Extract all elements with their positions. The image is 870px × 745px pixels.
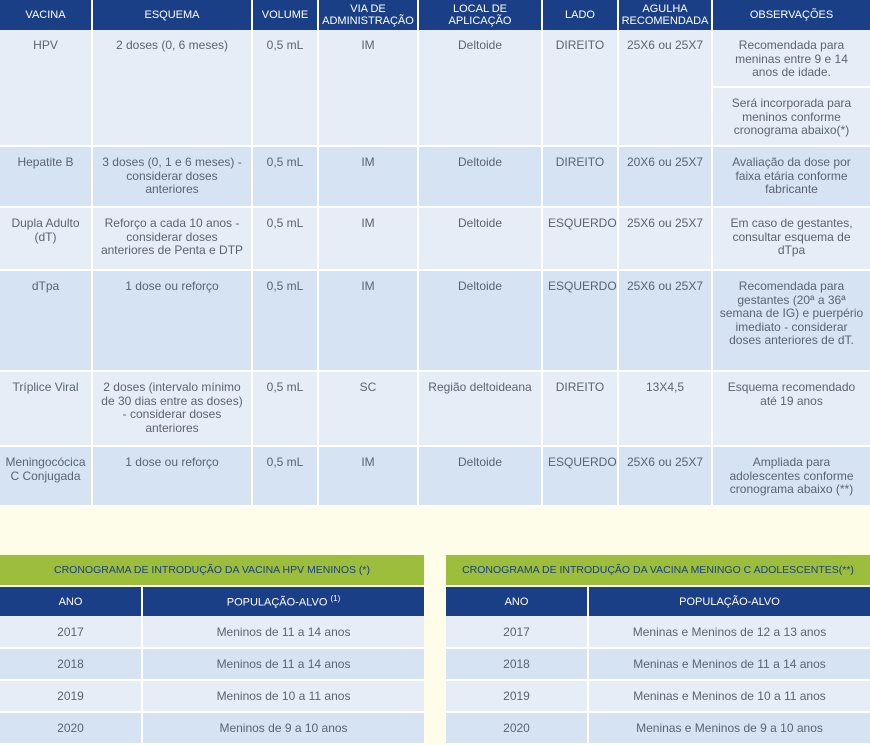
table-row-hpv — [0, 30, 870, 146]
cell-vacina: Hepatite B — [0, 146, 92, 207]
cell-esquema: 2 doses (0, 6 meses) — [92, 30, 252, 146]
cell-via: IM — [318, 446, 418, 506]
cell-populacao: Meninos de 11 a 14 anos — [142, 616, 424, 648]
cell-ano: 2018 — [446, 648, 588, 680]
cell-esquema: 1 dose ou reforço — [92, 270, 252, 371]
cell-populacao: Meninos de 9 a 10 anos — [142, 712, 424, 744]
cell-via: IM — [318, 207, 418, 270]
cell-ano: 2020 — [0, 712, 142, 744]
cell-esquema: 2 doses (intervalo mínimo de 30 dias entre as doses) - considerar doses anteriores — [92, 371, 252, 446]
cell-observacoes: Esquema recomendado até 19 anos — [712, 371, 870, 446]
cell-via: IM — [318, 270, 418, 371]
hpv-schedule-title: CRONOGRAMA DE INTRODUÇÃO DA VACINA HPV MENINOS (*) — [0, 555, 424, 585]
cell-esquema: 3 doses (0, 1 e 6 meses) - considerar doses anteriores — [92, 146, 252, 207]
header-populacao-alvo — [142, 587, 424, 616]
table-row — [0, 648, 424, 680]
hpv-schedule-table — [0, 587, 424, 745]
header-lado: LADO — [542, 0, 618, 30]
cell-populacao: Meninos de 11 a 14 anos — [142, 648, 424, 680]
cell-vacina: Dupla Adulto (dT) — [0, 207, 92, 270]
cell-lado: DIREITO — [542, 146, 618, 207]
header-local: LOCAL DE APLICAÇÃO — [418, 0, 542, 30]
cell-volume: 0,5 mL — [252, 207, 318, 270]
cell-via: IM — [318, 30, 418, 146]
observacao-meninos: Será incorporada para meninos conforme cronograma abaixo(*) — [713, 86, 870, 144]
observacao-meninas: Recomendada para meninas entre 9 e 14 anos de idade. — [735, 38, 848, 79]
table-row-triplice-viral — [0, 371, 870, 446]
cell-vacina: HPV — [0, 30, 92, 146]
cell-local: Deltoide — [418, 446, 542, 506]
cell-ano: 2017 — [0, 616, 142, 648]
header-volume: VOLUME — [252, 0, 318, 30]
cell-via: IM — [318, 146, 418, 207]
header-agulha: AGULHA RECOMENDADA — [618, 0, 712, 30]
meningo-schedule-table — [446, 587, 870, 745]
cell-vacina: dTpa — [0, 270, 92, 371]
header-ano: ANO — [446, 587, 588, 616]
cell-ano: 2017 — [446, 616, 588, 648]
vaccine-table-header — [0, 0, 870, 30]
hpv-schedule — [0, 555, 424, 745]
cell-populacao: Meninas e Meninos de 12 a 13 anos — [588, 616, 870, 648]
table-row-dupla-adulto — [0, 207, 870, 270]
cell-lado: ESQUERDO — [542, 270, 618, 371]
header-populacao-label: POPULAÇÃO-ALVO — [226, 596, 328, 609]
table-row — [0, 712, 424, 744]
table-row — [446, 712, 870, 744]
cell-observacoes — [712, 30, 870, 146]
cell-local: Deltoide — [418, 207, 542, 270]
cell-volume: 0,5 mL — [252, 30, 318, 146]
footnote-marker: (1) — [330, 594, 341, 604]
cell-observacoes: Ampliada para adolescentes conforme cronograma abaixo (**) — [712, 446, 870, 506]
table-row — [0, 616, 424, 648]
cell-local: Região deltoideana — [418, 371, 542, 446]
cell-agulha: 25X6 ou 25X7 — [618, 446, 712, 506]
cell-lado: ESQUERDO — [542, 446, 618, 506]
cell-lado: DIREITO — [542, 30, 618, 146]
cell-populacao: Meninos de 10 a 11 anos — [142, 680, 424, 712]
cell-volume: 0,5 mL — [252, 446, 318, 506]
cell-agulha: 25X6 ou 25X7 — [618, 207, 712, 270]
cell-ano: 2019 — [0, 680, 142, 712]
cell-local: Deltoide — [418, 270, 542, 371]
cell-agulha: 13X4,5 — [618, 371, 712, 446]
cell-volume: 0,5 mL — [252, 146, 318, 207]
cell-agulha: 25X6 ou 25X7 — [618, 30, 712, 146]
cell-volume: 0,5 mL — [252, 270, 318, 371]
table-row — [446, 648, 870, 680]
cell-agulha: 25X6 ou 25X7 — [618, 270, 712, 371]
cell-ano: 2020 — [446, 712, 588, 744]
cell-observacoes: Em caso de gestantes, consultar esquema de dTpa — [712, 207, 870, 270]
cell-populacao: Meninas e Meninos de 9 a 10 anos — [588, 712, 870, 744]
header-esquema: ESQUEMA — [92, 0, 252, 30]
cell-lado: DIREITO — [542, 371, 618, 446]
header-via: VIA DE ADMINISTRAÇÃO — [318, 0, 418, 30]
table-row — [0, 680, 424, 712]
cell-agulha: 20X6 ou 25X7 — [618, 146, 712, 207]
meningo-schedule-title: CRONOGRAMA DE INTRODUÇÃO DA VACINA MENINGO C ADOLESCENTES(**) — [446, 555, 870, 585]
cell-local: Deltoide — [418, 146, 542, 207]
cell-lado: ESQUERDO — [542, 207, 618, 270]
hpv-schedule-header — [0, 587, 424, 616]
cell-populacao: Meninas e Meninos de 11 a 14 anos — [588, 648, 870, 680]
cell-volume: 0,5 mL — [252, 371, 318, 446]
cell-ano: 2018 — [0, 648, 142, 680]
header-observacoes: OBSERVAÇÕES — [712, 0, 870, 30]
cell-vacina: Tríplice Viral — [0, 371, 92, 446]
header-vacina: VACINA — [0, 0, 92, 30]
cell-esquema: 1 dose ou reforço — [92, 446, 252, 506]
cell-local: Deltoide — [418, 30, 542, 146]
header-ano: ANO — [0, 587, 142, 616]
cell-via: SC — [318, 371, 418, 446]
cell-observacoes: Avaliação da dose por faixa etária conforme fabricante — [712, 146, 870, 207]
cell-vacina: Meningocócica C Conjugada — [0, 446, 92, 506]
cell-ano: 2019 — [446, 680, 588, 712]
table-row-hepatite-b — [0, 146, 870, 207]
meningo-schedule-header — [446, 587, 870, 616]
table-row — [446, 616, 870, 648]
cell-populacao: Meninas e Meninos de 10 a 11 anos — [588, 680, 870, 712]
cell-esquema: Reforço a cada 10 anos - considerar doses anteriores de Penta e DTP — [92, 207, 252, 270]
header-populacao-alvo: POPULAÇÃO-ALVO — [588, 587, 870, 616]
cell-observacoes: Recomendada para gestantes (20ª a 36ª semana de IG) e puerpério imediato - considerar doses anteriores de dT. — [712, 270, 870, 371]
table-row-meningococica — [0, 446, 870, 506]
table-row — [446, 680, 870, 712]
meningo-schedule — [446, 555, 870, 745]
table-row-dtpa — [0, 270, 870, 371]
